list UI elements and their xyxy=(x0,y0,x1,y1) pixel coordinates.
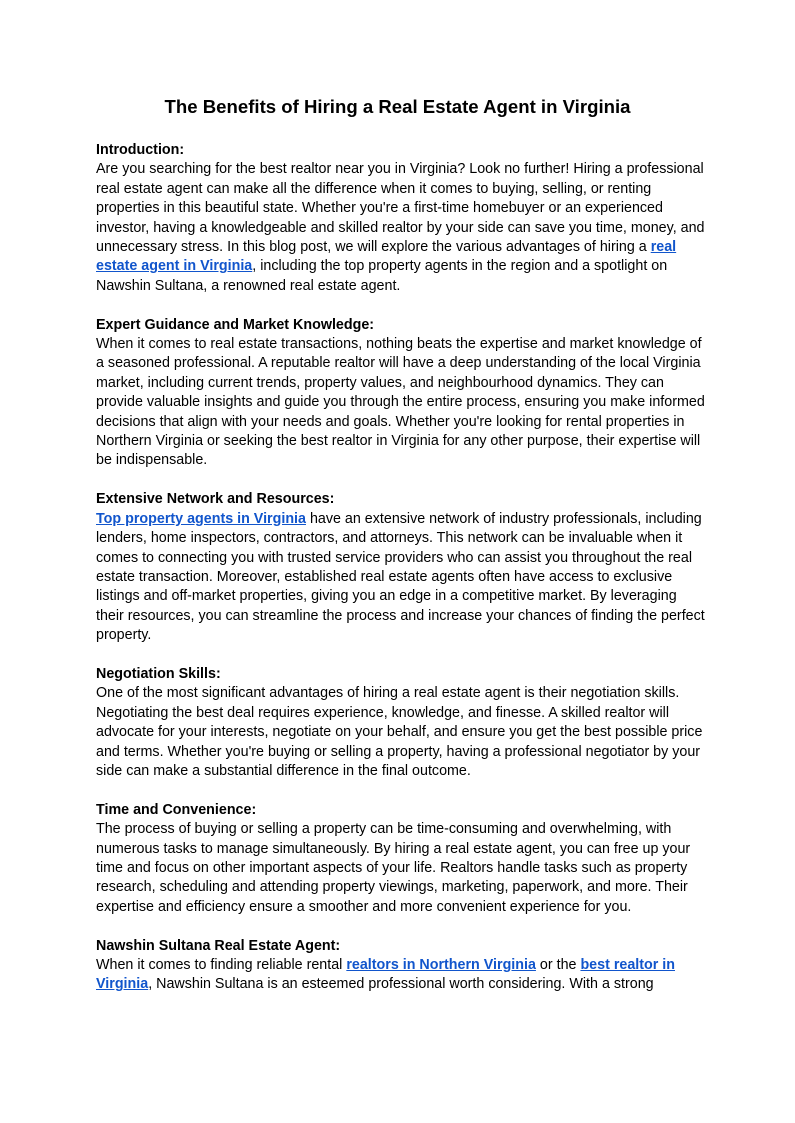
link-top-property-agents-in-virginia[interactable]: Top property agents in Virginia xyxy=(96,510,306,527)
section-negotiation-skills xyxy=(96,665,706,781)
section-paragraph xyxy=(96,956,706,995)
paragraph-text: or the xyxy=(535,956,581,973)
section-expert-guidance xyxy=(96,316,706,471)
section-paragraph: One of the most significant advantages of hiring a real estate agent is their negotiation skills. Negotiating the best deal requires experience, knowledge, and finesse. A skilled realtor will advocate for your interests, negotiate on your behalf, and ensure you get the best possible price and terms. Whether you're buying or selling a property, having a professional negotiator by your side can make a substantial difference in the final outcome. xyxy=(96,685,703,779)
section-paragraph xyxy=(96,510,706,646)
paragraph-text: When it comes to finding reliable rental xyxy=(96,956,347,973)
paragraph-text: Are you searching for the best realtor near you in Virginia? Look no further! Hiring a professional real estate agent can make all the difference when it comes to buying, selling, or renting properties in this beautiful state. Whether you're a first-time homebuyer or an experienced investor, having a knowledgeable and skilled realtor by your side can save you time, money, and unnecessary stress. In this blog post, we will explore the various advantages of hiring a xyxy=(96,161,705,256)
link-realtors-in-northern-virginia[interactable]: realtors in Northern Virginia xyxy=(346,956,536,973)
section-network-resources xyxy=(96,490,706,645)
section-paragraph: When it comes to real estate transactions, nothing beats the expertise and market knowledge of a seasoned professional. A reputable realtor will have a deep understanding of the local Virginia market, including current trends, property values, and neighbourhood dynamics. They can provide valuable insights and guide you through the entire process, ensuring you make informed decisions that align with your needs and goals. Whether you're looking for rental properties in Northern Virginia or seeking the best realtor in Virginia for any other purpose, their expertise will be indispensable. xyxy=(96,336,705,469)
section-heading: Extensive Network and Resources: xyxy=(96,491,335,508)
link-real-estate-agent-in-virginia[interactable]: real estate agent in Virginia xyxy=(96,239,677,275)
document-body xyxy=(96,141,706,1014)
section-heading: Introduction: xyxy=(96,142,185,158)
paragraph-text: , including the top property agents in the region and a spotlight on Nawshin Sultana, a renowned real estate agent. xyxy=(96,258,668,294)
section-heading: Nawshin Sultana Real Estate Agent: xyxy=(96,937,341,954)
section-introduction xyxy=(96,141,706,296)
section-heading: Time and Convenience: xyxy=(96,801,257,818)
section-time-convenience xyxy=(96,801,706,917)
link-best-realtor-in-virginia[interactable]: best realtor in Virginia xyxy=(96,956,675,993)
section-paragraph: The process of buying or selling a property can be time-consuming and overwhelming, with numerous tasks to manage simultaneously. By hiring a real estate agent, you can free up your time and focus on other important aspects of your life. Realtors handle tasks such as property research, scheduling and attending property viewings, marketing, paperwork, and more. Their expertise and efficiency ensure a smoother and more convenient experience for you. xyxy=(96,821,691,915)
section-heading: Expert Guidance and Market Knowledge: xyxy=(96,316,375,333)
section-nawshin-sultana xyxy=(96,937,706,995)
paragraph-text: have an extensive network of industry professionals, including lenders, home inspectors, contractors, and attorneys. This network can be invaluable when it comes to connecting you with trusted service providers who can assist you throughout the real estate transaction. Moreover, established real estate agents often have access to exclusive listings and off-market properties, giving you an edge in a competitive market. By leveraging their resources, you can streamline the process and increase your chances of finding the perfect property. xyxy=(96,510,705,644)
paragraph-text: , Nawshin Sultana is an esteemed professional worth considering. With a strong xyxy=(148,976,654,993)
section-paragraph xyxy=(96,160,706,296)
document-title: The Benefits of Hiring a Real Estate Agent in Virginia xyxy=(164,96,631,117)
section-heading: Negotiation Skills: xyxy=(96,665,221,682)
